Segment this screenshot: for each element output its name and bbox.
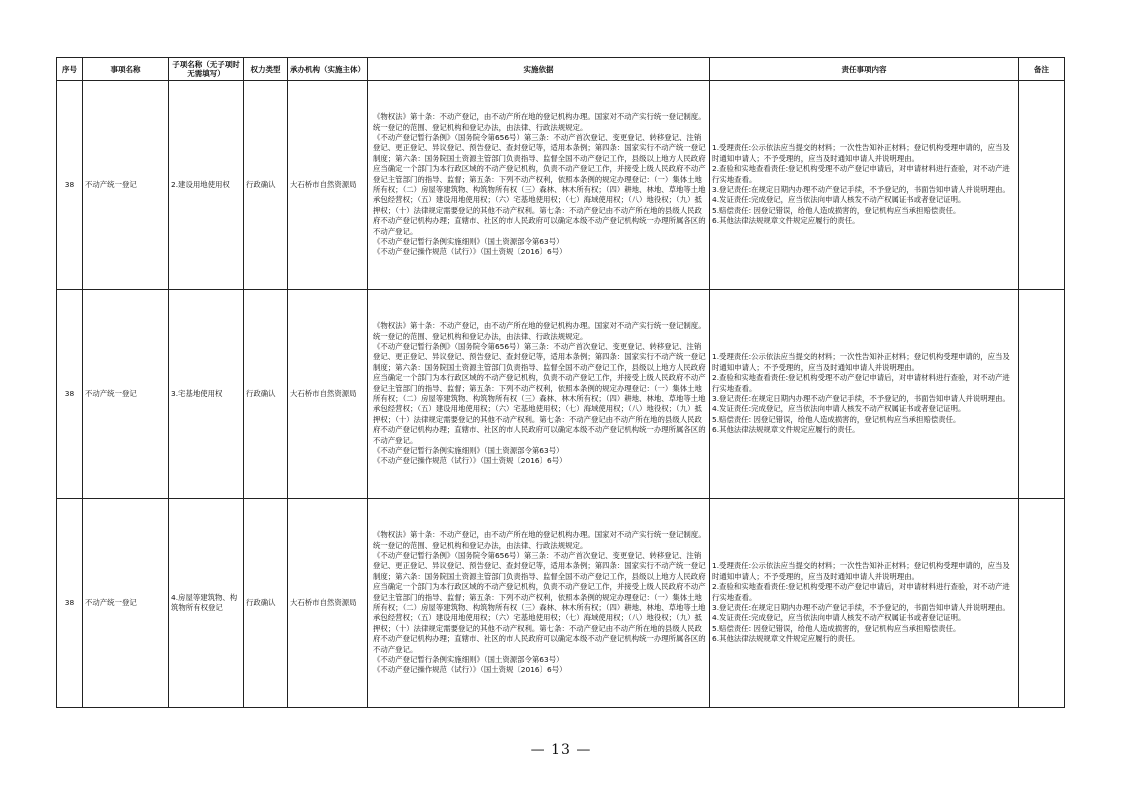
responsibility-item: 2.查验和实地查看责任:登记机构受理不动产登记申请后，对申请材料进行查验，对不动产进行实地查看。 bbox=[712, 582, 1010, 602]
responsibility-item: 5.赔偿责任: 因登记错误，给他人造成损害的，登记机构应当承担赔偿责任。 bbox=[712, 414, 961, 424]
table-row bbox=[57, 81, 1065, 290]
basis-paragraph: 《不动产登记操作规范（试行）》（国土资规〔2016〕6号） bbox=[373, 247, 567, 257]
cell-responsibility bbox=[710, 499, 1019, 708]
cell-basis bbox=[368, 290, 710, 499]
cell-remark bbox=[1019, 290, 1065, 499]
cell-sub-item-name: 2.建设用地使用权 bbox=[169, 81, 244, 290]
basis-paragraph: 《物权法》第十条：不动产登记，由不动产所在地的登记机构办理。国家对不动产实行统一登记制度。统一登记的范围、登记机构和登记办法，由法律、行政法规规定。 bbox=[373, 321, 706, 341]
table-header-row bbox=[57, 58, 1065, 81]
header-seq: 序号 bbox=[57, 58, 83, 81]
table-row bbox=[57, 290, 1065, 499]
basis-paragraph: 《不动产登记暂行条例》（国务院令第656号）第三条：不动产首次登记、变更登记、转移登记、注销登记、更正登记、异议登记、预告登记、查封登记等，适用本条例；第四条：国家实行不动产统一登记制度；第六条：国务院国土资源主管部门负责指导、监督全国不动产登记工作，县级以上地方人民政府应当确定一个部门为本行政区域的不动产登记机构，负责不动产登记工作，并接受上级人民政府不动产登记主管部门的指导、监督；第五条：下列不动产权利，依照本条例的规定办理登记：（一）集体土地所有权；（二）房屋等建筑物、构筑物所有权（三）森林、林木所有权；（四）耕地、林地、草地等土地承包经营权；（五）建设用地使用权；（六）宅基地使用权；（七）海域使用权；（八）地役权；（九）抵押权；（十）法律规定需要登记的其他不动产权利。第七条：不动产登记由不动产所在地的县级人民政府不动产登记机构办理；直辖市、社区的市人民政府可以确定本级不动产登记机构统一办理所属各区的不动产登记。 bbox=[373, 132, 706, 236]
cell-agency: 大石桥市自然资源局 bbox=[288, 81, 368, 290]
header-sub-item-name: 子项名称（无子项时无需填写） bbox=[169, 58, 244, 81]
cell-remark bbox=[1019, 499, 1065, 708]
header-basis: 实施依据 bbox=[368, 58, 710, 81]
responsibility-item: 3.登记责任:在规定日期内办理不动产登记手续，不予登记的，书面告知申请人并说明理由。 bbox=[712, 185, 1010, 194]
cell-item-name: 不动产统一登记 bbox=[83, 290, 169, 499]
header-power-type: 权力类型 bbox=[244, 58, 288, 81]
cell-responsibility bbox=[710, 81, 1019, 290]
basis-paragraph: 《不动产登记暂行条例实施细则》（国土资源部令第63号） bbox=[373, 446, 564, 456]
responsibility-item: 6.其他法律法规规章文件规定应履行的责任。 bbox=[712, 216, 860, 226]
basis-paragraph: 《不动产登记暂行条例实施细则》（国土资源部令第63号） bbox=[373, 237, 564, 247]
responsibility-item: 3.登记责任:在规定日期内办理不动产登记手续，不予登记的，书面告知申请人并说明理由。 bbox=[712, 603, 1010, 612]
cell-power-type: 行政确认 bbox=[244, 290, 288, 499]
responsibility-item: 1.受理责任:公示依法应当提交的材料；一次性告知补正材料；登记机构受理申请的，应当及时通知申请人；不予受理的，应当及时通知申请人并说明理由。 bbox=[712, 143, 1010, 163]
responsibility-item: 1.受理责任:公示依法应当提交的材料；一次性告知补正材料；登记机构受理申请的，应当及时通知申请人；不予受理的，应当及时通知申请人并说明理由。 bbox=[712, 561, 1010, 581]
cell-remark bbox=[1019, 81, 1065, 290]
basis-paragraph: 《物权法》第十条：不动产登记，由不动产所在地的登记机构办理。国家对不动产实行统一登记制度。统一登记的范围、登记机构和登记办法，由法律、行政法规规定。 bbox=[373, 530, 706, 550]
cell-basis bbox=[368, 81, 710, 290]
cell-item-name: 不动产统一登记 bbox=[83, 499, 169, 708]
cell-power-type: 行政确认 bbox=[244, 81, 288, 290]
cell-responsibility bbox=[710, 290, 1019, 499]
header-item-name: 事项名称 bbox=[83, 58, 169, 81]
responsibility-item: 4.发证责任:完成登记，应当依法向申请人核发不动产权属证书或者登记证明。 bbox=[712, 195, 966, 205]
cell-agency: 大石桥市自然资源局 bbox=[288, 290, 368, 499]
responsibility-item: 5.赔偿责任: 因登记错误，给他人造成损害的，登记机构应当承担赔偿责任。 bbox=[712, 623, 961, 633]
header-agency: 承办机构（实施主体） bbox=[288, 58, 368, 81]
cell-agency: 大石桥市自然资源局 bbox=[288, 499, 368, 708]
page-number: — 13 — bbox=[530, 742, 592, 758]
basis-paragraph: 《物权法》第十条：不动产登记，由不动产所在地的登记机构办理。国家对不动产实行统一登记制度。统一登记的范围、登记机构和登记办法，由法律、行政法规规定。 bbox=[373, 112, 706, 132]
header-remark: 备注 bbox=[1019, 58, 1065, 81]
responsibility-item: 4.发证责任:完成登记，应当依法向申请人核发不动产权属证书或者登记证明。 bbox=[712, 613, 966, 623]
responsibility-item: 2.查验和实地查看责任:登记机构受理不动产登记申请后，对申请材料进行查验，对不动产进行实地查看。 bbox=[712, 373, 1010, 393]
cell-seq: 38 bbox=[57, 81, 83, 290]
responsibility-item: 3.登记责任:在规定日期内办理不动产登记手续，不予登记的，书面告知申请人并说明理由。 bbox=[712, 394, 1010, 403]
cell-item-name: 不动产统一登记 bbox=[83, 81, 169, 290]
basis-paragraph: 《不动产登记操作规范（试行）》（国土资规〔2016〕6号） bbox=[373, 665, 567, 675]
cell-basis bbox=[368, 499, 710, 708]
basis-paragraph: 《不动产登记操作规范（试行）》（国土资规〔2016〕6号） bbox=[373, 456, 567, 466]
responsibility-item: 1.受理责任:公示依法应当提交的材料；一次性告知补正材料；登记机构受理申请的，应当及时通知申请人；不予受理的，应当及时通知申请人并说明理由。 bbox=[712, 352, 1010, 372]
responsibility-table bbox=[56, 57, 1065, 708]
header-responsibility: 责任事项内容 bbox=[710, 58, 1019, 81]
basis-paragraph: 《不动产登记暂行条例》（国务院令第656号）第三条：不动产首次登记、变更登记、转移登记、注销登记、更正登记、异议登记、预告登记、查封登记等，适用本条例；第四条：国家实行不动产统一登记制度；第六条：国务院国土资源主管部门负责指导、监督全国不动产登记工作，县级以上地方人民政府应当确定一个部门为本行政区域的不动产登记机构，负责不动产登记工作，并接受上级人民政府不动产登记主管部门的指导、监督；第五条：下列不动产权利，依照本条例的规定办理登记：（一）集体土地所有权；（二）房屋等建筑物、构筑物所有权（三）森林、林木所有权；（四）耕地、林地、草地等土地承包经营权；（五）建设用地使用权；（六）宅基地使用权；（七）海域使用权；（八）地役权；（九）抵押权；（十）法律规定需要登记的其他不动产权利。第七条：不动产登记由不动产所在地的县级人民政府不动产登记机构办理；直辖市、社区的市人民政府可以确定本级不动产登记机构统一办理所属各区的不动产登记。 bbox=[373, 341, 706, 445]
responsibility-item: 6.其他法律法规规章文件规定应履行的责任。 bbox=[712, 634, 860, 644]
basis-paragraph: 《不动产登记暂行条例》（国务院令第656号）第三条：不动产首次登记、变更登记、转移登记、注销登记、更正登记、异议登记、预告登记、查封登记等，适用本条例；第四条：国家实行不动产统一登记制度；第六条：国务院国土资源主管部门负责指导、监督全国不动产登记工作，县级以上地方人民政府应当确定一个部门为本行政区域的不动产登记机构，负责不动产登记工作，并接受上级人民政府不动产登记主管部门的指导、监督；第五条：下列不动产权利，依照本条例的规定办理登记：（一）集体土地所有权；（二）房屋等建筑物、构筑物所有权（三）森林、林木所有权；（四）耕地、林地、草地等土地承包经营权；（五）建设用地使用权；（六）宅基地使用权；（七）海域使用权；（八）地役权；（九）抵押权；（十）法律规定需要登记的其他不动产权利。第七条：不动产登记由不动产所在地的县级人民政府不动产登记机构办理；直辖市、社区的市人民政府可以确定本级不动产登记机构统一办理所属各区的不动产登记。 bbox=[373, 550, 706, 654]
responsibility-item: 6.其他法律法规规章文件规定应履行的责任。 bbox=[712, 425, 860, 435]
cell-power-type: 行政确认 bbox=[244, 499, 288, 708]
responsibility-item: 5.赔偿责任: 因登记错误，给他人造成损害的，登记机构应当承担赔偿责任。 bbox=[712, 205, 961, 215]
cell-sub-item-name: 4.房屋等建筑物、构筑物所有权登记 bbox=[169, 499, 244, 708]
responsibility-item: 4.发证责任:完成登记，应当依法向申请人核发不动产权属证书或者登记证明。 bbox=[712, 404, 966, 414]
cell-seq: 38 bbox=[57, 499, 83, 708]
cell-sub-item-name: 3.宅基地使用权 bbox=[169, 290, 244, 499]
table-row bbox=[57, 499, 1065, 708]
responsibility-item: 2.查验和实地查看责任:登记机构受理不动产登记申请后，对申请材料进行查验，对不动产进行实地查看。 bbox=[712, 164, 1010, 184]
basis-paragraph: 《不动产登记暂行条例实施细则》（国土资源部令第63号） bbox=[373, 655, 564, 665]
cell-seq: 38 bbox=[57, 290, 83, 499]
